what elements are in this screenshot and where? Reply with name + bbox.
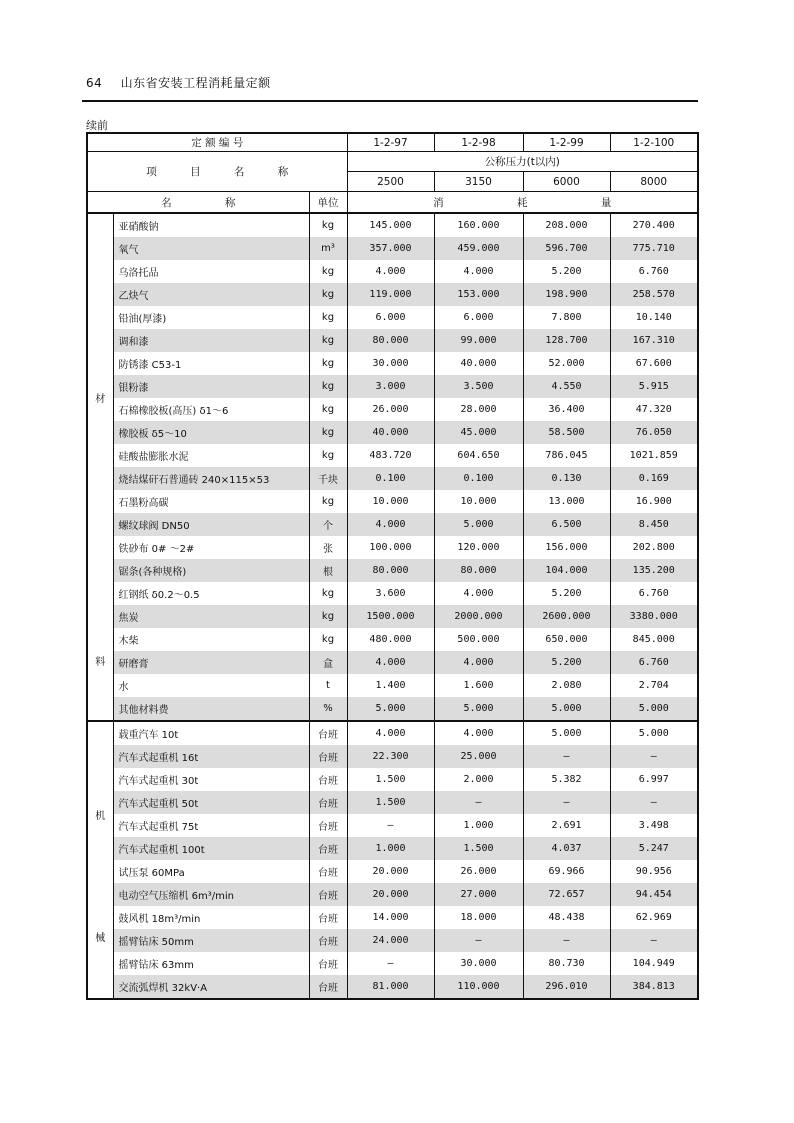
table-row — [87, 375, 698, 398]
consumption-value: 18.000 — [434, 906, 523, 929]
consumption-value: 1.000 — [347, 837, 434, 860]
consumption-value: 6.500 — [523, 513, 610, 536]
table-row — [87, 860, 698, 883]
item-name-label: 项 目 名 称 — [87, 152, 347, 192]
table-row — [87, 721, 698, 745]
consumption-value: 80.000 — [347, 329, 434, 352]
consumption-value: — — [434, 929, 523, 952]
consumption-value: — — [523, 929, 610, 952]
section-label-char: 材 — [95, 394, 106, 406]
item-unit: kg — [309, 490, 347, 513]
item-name: 乙炔气 — [113, 283, 309, 306]
consumption-value: 90.956 — [610, 860, 698, 883]
item-name: 载重汽车 10t — [113, 721, 309, 745]
consumption-value: 5.200 — [523, 651, 610, 674]
unit-column-header: 单位 — [309, 192, 347, 214]
consumption-value: 5.915 — [610, 375, 698, 398]
consumption-value: — — [610, 791, 698, 814]
consumption-value: 30.000 — [434, 952, 523, 975]
consumption-value: 1021.859 — [610, 444, 698, 467]
consumption-value: 7.800 — [523, 306, 610, 329]
consumption-value: 10.000 — [347, 490, 434, 513]
table-row — [87, 421, 698, 444]
table-row — [87, 513, 698, 536]
pressure-value: 3150 — [434, 172, 523, 192]
item-unit: 台班 — [309, 929, 347, 952]
quota-code: 1-2-97 — [347, 133, 434, 152]
table-row — [87, 791, 698, 814]
consumption-value: 104.949 — [610, 952, 698, 975]
table-row — [87, 398, 698, 421]
item-unit: kg — [309, 421, 347, 444]
consumption-value: 20.000 — [347, 860, 434, 883]
consumption-value: 3.600 — [347, 582, 434, 605]
consumption-value: 6.000 — [347, 306, 434, 329]
consumption-value: 10.000 — [434, 490, 523, 513]
consumption-value: 596.700 — [523, 237, 610, 260]
item-unit: 台班 — [309, 791, 347, 814]
consumption-value: 4.000 — [347, 260, 434, 283]
item-name: 红钢纸 δ0.2～0.5 — [113, 582, 309, 605]
consumption-value: 2.080 — [523, 674, 610, 697]
table-row — [87, 605, 698, 628]
pressure-value: 6000 — [523, 172, 610, 192]
consumption-value: 4.550 — [523, 375, 610, 398]
item-unit: 根 — [309, 559, 347, 582]
consumption-value: 198.900 — [523, 283, 610, 306]
item-unit: 千块 — [309, 467, 347, 490]
consumption-value: 4.000 — [347, 721, 434, 745]
consumption-value: 22.300 — [347, 745, 434, 768]
section-label-cell — [87, 213, 113, 721]
item-unit: kg — [309, 260, 347, 283]
consumption-value: 81.000 — [347, 975, 434, 999]
consumption-value: 62.969 — [610, 906, 698, 929]
table-row — [87, 651, 698, 674]
table-row — [87, 306, 698, 329]
consumption-value: 27.000 — [434, 883, 523, 906]
consumption-value: 480.000 — [347, 628, 434, 651]
consumption-value: 6.760 — [610, 260, 698, 283]
consumption-value: 0.100 — [434, 467, 523, 490]
consumption-value: 3.000 — [347, 375, 434, 398]
item-unit: kg — [309, 375, 347, 398]
table-row — [87, 906, 698, 929]
consumption-value: 5.000 — [434, 697, 523, 721]
item-unit: 台班 — [309, 837, 347, 860]
item-unit: kg — [309, 398, 347, 421]
page-number: 64 — [86, 76, 103, 90]
table-row — [87, 814, 698, 837]
consumption-value: 47.320 — [610, 398, 698, 421]
consumption-value: 4.000 — [434, 721, 523, 745]
consumption-value: — — [347, 952, 434, 975]
consumption-value: 2600.000 — [523, 605, 610, 628]
consumption-value: 167.310 — [610, 329, 698, 352]
item-unit: kg — [309, 444, 347, 467]
continued-label: 续前 — [86, 119, 108, 132]
consumption-value: 604.650 — [434, 444, 523, 467]
consumption-value: — — [347, 814, 434, 837]
consumption-value: 67.600 — [610, 352, 698, 375]
item-unit: kg — [309, 283, 347, 306]
consumption-value: 2.000 — [434, 768, 523, 791]
consumption-value: 5.000 — [523, 721, 610, 745]
consumption-value: 1.000 — [434, 814, 523, 837]
consumption-value: 500.000 — [434, 628, 523, 651]
consumption-value: 80.730 — [523, 952, 610, 975]
item-name: 调和漆 — [113, 329, 309, 352]
consumption-value: 16.900 — [610, 490, 698, 513]
consumption-value: 5.000 — [347, 697, 434, 721]
name-column-header: 名 称 — [87, 192, 309, 214]
consumption-value: 5.382 — [523, 768, 610, 791]
consumption-value: 99.000 — [434, 329, 523, 352]
consumption-value: 58.500 — [523, 421, 610, 444]
consumption-value: 72.657 — [523, 883, 610, 906]
item-name: 汽车式起重机 16t — [113, 745, 309, 768]
table-row — [87, 467, 698, 490]
consumption-value: 1.400 — [347, 674, 434, 697]
table-row — [87, 283, 698, 306]
item-name: 铅油(厚漆) — [113, 306, 309, 329]
item-name: 研磨膏 — [113, 651, 309, 674]
consumption-value: 5.000 — [523, 697, 610, 721]
consumption-value: 0.100 — [347, 467, 434, 490]
item-name: 防锈漆 C53-1 — [113, 352, 309, 375]
consumption-value: 13.000 — [523, 490, 610, 513]
consumption-value: 5.000 — [610, 721, 698, 745]
consumption-value: 845.000 — [610, 628, 698, 651]
consumption-value: 104.000 — [523, 559, 610, 582]
consumption-value: 2000.000 — [434, 605, 523, 628]
quota-table — [86, 132, 699, 1000]
item-unit: 台班 — [309, 721, 347, 745]
consumption-value: 45.000 — [434, 421, 523, 444]
consumption-value: 357.000 — [347, 237, 434, 260]
consumption-value: 26.000 — [434, 860, 523, 883]
table-row — [87, 260, 698, 283]
table-row — [87, 768, 698, 791]
consumption-value: 4.037 — [523, 837, 610, 860]
consumption-value: 52.000 — [523, 352, 610, 375]
section-label-char: 机 — [95, 811, 106, 823]
consumption-value: 5.200 — [523, 582, 610, 605]
consumption-value: 4.000 — [434, 651, 523, 674]
consumption-value: 4.000 — [347, 513, 434, 536]
table-row — [87, 883, 698, 906]
consumption-value: 0.169 — [610, 467, 698, 490]
item-unit: kg — [309, 605, 347, 628]
quota-code: 1-2-99 — [523, 133, 610, 152]
item-name: 汽车式起重机 100t — [113, 837, 309, 860]
consumption-value: 4.000 — [347, 651, 434, 674]
item-name: 橡胶板 δ5～10 — [113, 421, 309, 444]
consumption-value: 10.140 — [610, 306, 698, 329]
consumption-value: 145.000 — [347, 213, 434, 237]
consumption-value: 110.000 — [434, 975, 523, 999]
item-name: 鼓风机 18m³/min — [113, 906, 309, 929]
consumption-value: 36.400 — [523, 398, 610, 421]
table-row — [87, 237, 698, 260]
consumption-value: 270.400 — [610, 213, 698, 237]
item-name: 焦炭 — [113, 605, 309, 628]
table-row — [87, 559, 698, 582]
consumption-value: 6.997 — [610, 768, 698, 791]
table-row — [87, 745, 698, 768]
item-unit: 台班 — [309, 860, 347, 883]
consumption-value: 296.010 — [523, 975, 610, 999]
item-unit: 张 — [309, 536, 347, 559]
item-unit: % — [309, 697, 347, 721]
item-name: 汽车式起重机 30t — [113, 768, 309, 791]
item-name: 汽车式起重机 50t — [113, 791, 309, 814]
consumption-value: 384.813 — [610, 975, 698, 999]
consumption-value: 3380.000 — [610, 605, 698, 628]
item-unit: 台班 — [309, 906, 347, 929]
table-row — [87, 628, 698, 651]
consumption-column-header: 消 耗 量 — [347, 192, 698, 214]
consumption-value: 1.500 — [347, 768, 434, 791]
consumption-value: 208.000 — [523, 213, 610, 237]
table-row — [87, 582, 698, 605]
consumption-value: 76.050 — [610, 421, 698, 444]
quota-code: 1-2-98 — [434, 133, 523, 152]
table-row — [87, 929, 698, 952]
item-unit: kg — [309, 352, 347, 375]
item-name: 乌洛托品 — [113, 260, 309, 283]
consumption-value: 3.500 — [434, 375, 523, 398]
consumption-value: 6.760 — [610, 651, 698, 674]
consumption-value: 80.000 — [347, 559, 434, 582]
consumption-value: 26.000 — [347, 398, 434, 421]
consumption-value: 8.450 — [610, 513, 698, 536]
consumption-value: 5.000 — [610, 697, 698, 721]
consumption-value: 2.691 — [523, 814, 610, 837]
item-unit: kg — [309, 306, 347, 329]
consumption-value: 4.000 — [434, 260, 523, 283]
pressure-value: 8000 — [610, 172, 698, 192]
consumption-value: 30.000 — [347, 352, 434, 375]
item-unit: 盒 — [309, 651, 347, 674]
pressure-group-label: 公称压力(t以内) — [347, 152, 698, 172]
item-unit: kg — [309, 213, 347, 237]
consumption-value: 40.000 — [434, 352, 523, 375]
consumption-value: 1.600 — [434, 674, 523, 697]
consumption-value: 153.000 — [434, 283, 523, 306]
consumption-value: 6.760 — [610, 582, 698, 605]
consumption-value: 2.704 — [610, 674, 698, 697]
consumption-value: — — [523, 745, 610, 768]
consumption-value: 160.000 — [434, 213, 523, 237]
consumption-value: 20.000 — [347, 883, 434, 906]
consumption-value: 120.000 — [434, 536, 523, 559]
consumption-value: 1.500 — [347, 791, 434, 814]
item-unit: 台班 — [309, 883, 347, 906]
consumption-value: — — [610, 745, 698, 768]
consumption-value: 4.000 — [434, 582, 523, 605]
consumption-value: 459.000 — [434, 237, 523, 260]
item-unit: 台班 — [309, 814, 347, 837]
item-name: 摇臂钻床 50mm — [113, 929, 309, 952]
item-unit: 个 — [309, 513, 347, 536]
item-name: 铁砂布 0# ～2# — [113, 536, 309, 559]
book-title: 山东省安装工程消耗量定额 — [120, 76, 271, 90]
item-unit: 台班 — [309, 768, 347, 791]
consumption-value: 6.000 — [434, 306, 523, 329]
consumption-value: 5.247 — [610, 837, 698, 860]
item-name: 摇臂钻床 63mm — [113, 952, 309, 975]
consumption-value: 28.000 — [434, 398, 523, 421]
header-rule — [82, 100, 698, 102]
consumption-value: 80.000 — [434, 559, 523, 582]
section-label-char: 械 — [95, 933, 106, 945]
consumption-value: 3.498 — [610, 814, 698, 837]
consumption-value: 5.200 — [523, 260, 610, 283]
item-unit: m³ — [309, 237, 347, 260]
consumption-value: 786.045 — [523, 444, 610, 467]
item-name: 氧气 — [113, 237, 309, 260]
table-row — [87, 952, 698, 975]
table-row — [87, 213, 698, 237]
consumption-value: 128.700 — [523, 329, 610, 352]
consumption-value: 94.454 — [610, 883, 698, 906]
consumption-value: 650.000 — [523, 628, 610, 651]
consumption-value: 69.966 — [523, 860, 610, 883]
quota-code-label: 定 额 编 号 — [87, 133, 347, 152]
consumption-value: 40.000 — [347, 421, 434, 444]
item-unit: 台班 — [309, 975, 347, 999]
consumption-value: 14.000 — [347, 906, 434, 929]
item-name: 水 — [113, 674, 309, 697]
consumption-value: — — [610, 929, 698, 952]
item-name: 交流弧焊机 32kV·A — [113, 975, 309, 999]
item-name: 硅酸盐膨胀水泥 — [113, 444, 309, 467]
consumption-value: 1500.000 — [347, 605, 434, 628]
item-name: 螺纹球阀 DN50 — [113, 513, 309, 536]
section-label-char: 料 — [95, 656, 106, 668]
item-name: 试压泵 60MPa — [113, 860, 309, 883]
item-name: 其他材料费 — [113, 697, 309, 721]
item-name: 石棉橡胶板(高压) δ1～6 — [113, 398, 309, 421]
item-name: 烧结煤矸石普通砖 240×115×53 — [113, 467, 309, 490]
table-row — [87, 444, 698, 467]
item-name: 亚硝酸钠 — [113, 213, 309, 237]
table-row — [87, 975, 698, 999]
consumption-value: 119.000 — [347, 283, 434, 306]
item-name: 锯条(各种规格) — [113, 559, 309, 582]
consumption-value: 100.000 — [347, 536, 434, 559]
table-row — [87, 352, 698, 375]
item-unit: kg — [309, 329, 347, 352]
consumption-value: 1.500 — [434, 837, 523, 860]
item-unit: kg — [309, 628, 347, 651]
table-row — [87, 674, 698, 697]
consumption-value: — — [523, 791, 610, 814]
consumption-value: 202.800 — [610, 536, 698, 559]
consumption-value: 258.570 — [610, 283, 698, 306]
item-name: 银粉漆 — [113, 375, 309, 398]
table-row — [87, 490, 698, 513]
consumption-value: 24.000 — [347, 929, 434, 952]
table-row — [87, 697, 698, 721]
consumption-value: 48.438 — [523, 906, 610, 929]
item-unit: kg — [309, 582, 347, 605]
consumption-value: — — [434, 791, 523, 814]
item-unit: t — [309, 674, 347, 697]
page-header — [86, 74, 271, 91]
consumption-value: 483.720 — [347, 444, 434, 467]
section-label-cell — [87, 721, 113, 999]
consumption-value: 5.000 — [434, 513, 523, 536]
table-row — [87, 329, 698, 352]
item-name: 石墨粉高碳 — [113, 490, 309, 513]
consumption-value: 775.710 — [610, 237, 698, 260]
quota-code: 1-2-100 — [610, 133, 698, 152]
item-name: 木柴 — [113, 628, 309, 651]
pressure-value: 2500 — [347, 172, 434, 192]
item-name: 电动空气压缩机 6m³/min — [113, 883, 309, 906]
table-row — [87, 536, 698, 559]
item-unit: 台班 — [309, 745, 347, 768]
item-unit: 台班 — [309, 952, 347, 975]
table-row — [87, 837, 698, 860]
consumption-value: 0.130 — [523, 467, 610, 490]
consumption-value: 25.000 — [434, 745, 523, 768]
consumption-value: 156.000 — [523, 536, 610, 559]
consumption-value: 135.200 — [610, 559, 698, 582]
item-name: 汽车式起重机 75t — [113, 814, 309, 837]
